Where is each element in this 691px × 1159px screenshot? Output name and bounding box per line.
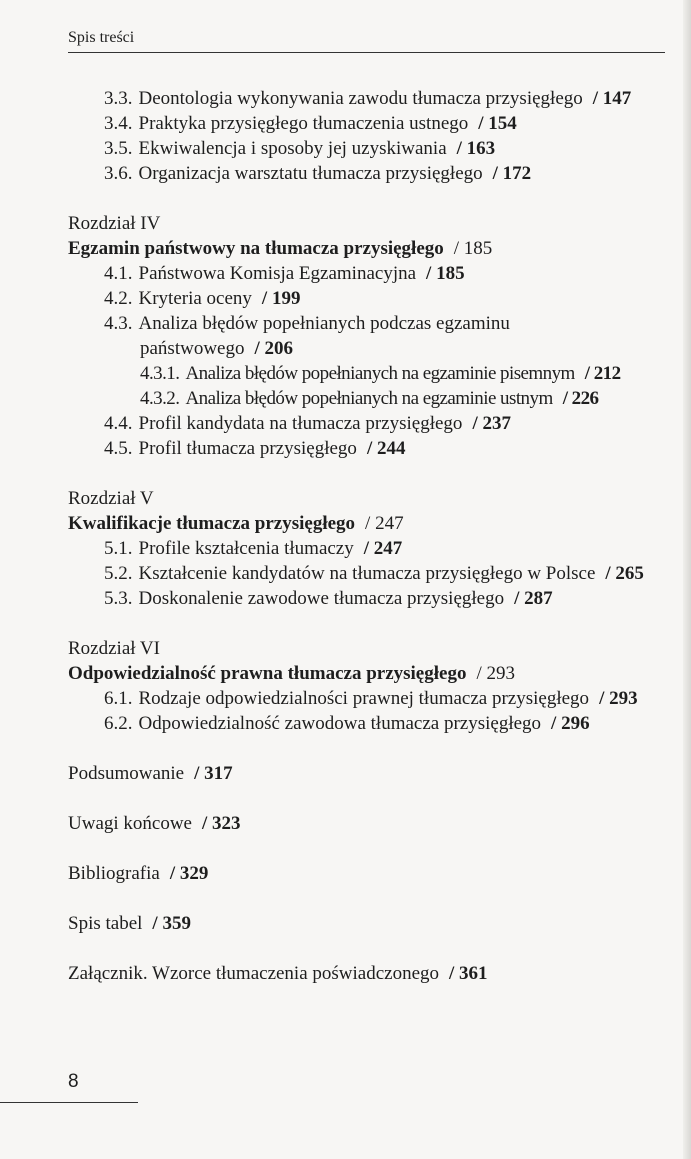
spacer bbox=[68, 936, 688, 961]
toc-entry bbox=[68, 136, 688, 161]
chapter-title-text: Kwalifikacje tłumacza przysięgłego bbox=[68, 513, 356, 534]
entry-title: Analiza błędów popełnianych na egzaminie pisemnym bbox=[185, 363, 575, 384]
page-ref: / 237 bbox=[472, 413, 511, 434]
toc-entry bbox=[68, 286, 688, 311]
table-of-contents bbox=[68, 86, 688, 986]
toc-entry bbox=[68, 386, 688, 411]
page-ref: / 185 bbox=[453, 238, 493, 259]
entry-title: Analiza błędów popełnianych na egzaminie ustnym bbox=[185, 388, 553, 409]
spacer bbox=[68, 186, 688, 211]
page-ref: / 172 bbox=[492, 163, 532, 184]
entry-number: 6.1. bbox=[104, 688, 133, 709]
chapter-label bbox=[68, 211, 688, 236]
chapter-title bbox=[68, 511, 688, 536]
spacer bbox=[68, 836, 688, 861]
toc-entry bbox=[68, 711, 688, 736]
toc-top-entry bbox=[68, 961, 688, 986]
page-ref: / 147 bbox=[592, 88, 632, 109]
chapter-label-text: Rozdział IV bbox=[68, 213, 161, 234]
page-ref: / 212 bbox=[584, 363, 621, 384]
toc-entry bbox=[68, 411, 688, 436]
entry-title: Deontologia wykonywania zawodu tłumacza przysięgłego bbox=[138, 88, 583, 109]
entry-number: 3.6. bbox=[104, 163, 133, 184]
entry-number: 3.4. bbox=[104, 113, 133, 134]
entry-title: Profile kształcenia tłumaczy bbox=[138, 538, 354, 559]
spacer bbox=[68, 786, 688, 811]
entry-title: Odpowiedzialność zawodowa tłumacza przysięgłego bbox=[138, 713, 542, 734]
toc-entry bbox=[68, 436, 688, 461]
page-ref: / 293 bbox=[599, 688, 638, 709]
chapter-title bbox=[68, 236, 688, 261]
entry-title: Załącznik. Wzorce tłumaczenia poświadczonego bbox=[68, 963, 440, 984]
spacer bbox=[68, 461, 688, 486]
entry-title: Analiza błędów popełnianych podczas egzaminu bbox=[138, 313, 510, 334]
toc-entry bbox=[68, 361, 688, 386]
toc-top-entry bbox=[68, 861, 688, 886]
toc-top-entry bbox=[68, 911, 688, 936]
page-ref: / 185 bbox=[426, 263, 465, 284]
spacer bbox=[68, 611, 688, 636]
entry-number: 4.3.1. bbox=[140, 363, 180, 384]
page-ref: / 296 bbox=[551, 713, 590, 734]
page-ref: / 154 bbox=[478, 113, 517, 134]
entry-number: 6.2. bbox=[104, 713, 133, 734]
entry-title: Profil tłumacza przysięgłego bbox=[138, 438, 357, 459]
chapter-label-text: Rozdział V bbox=[68, 488, 154, 509]
chapter-label bbox=[68, 486, 688, 511]
entry-title: Spis tabel bbox=[68, 913, 143, 934]
entry-title: Państwowa Komisja Egzaminacyjna bbox=[138, 263, 417, 284]
entry-title: państwowego bbox=[140, 338, 245, 359]
chapter-title-text: Odpowiedzialność prawna tłumacza przysięgłego bbox=[68, 663, 467, 684]
page-ref: / 206 bbox=[254, 338, 294, 359]
spacer bbox=[68, 736, 688, 761]
entry-number: 3.5. bbox=[104, 138, 133, 159]
toc-entry bbox=[68, 261, 688, 286]
entry-title: Uwagi końcowe bbox=[68, 813, 192, 834]
entry-number: 4.1. bbox=[104, 263, 133, 284]
toc-top-entry bbox=[68, 811, 688, 836]
page-ref: / 293 bbox=[476, 663, 515, 684]
page-ref: / 323 bbox=[202, 813, 241, 834]
entry-title: Organizacja warsztatu tłumacza przysięgłego bbox=[138, 163, 483, 184]
entry-title: Rodzaje odpowiedzialności prawnej tłumacza przysięgłego bbox=[138, 688, 590, 709]
page-ref: / 244 bbox=[366, 438, 406, 459]
toc-entry-continuation bbox=[68, 336, 688, 361]
toc-entry bbox=[68, 686, 688, 711]
page-ref: / 199 bbox=[261, 288, 301, 309]
toc-entry bbox=[68, 536, 688, 561]
entry-number: 4.2. bbox=[104, 288, 133, 309]
entry-number: 5.1. bbox=[104, 538, 133, 559]
page-edge bbox=[683, 0, 691, 1159]
entry-number: 4.5. bbox=[104, 438, 133, 459]
footer-divider bbox=[0, 1102, 138, 1103]
toc-entry bbox=[68, 86, 688, 111]
page-number: 8 bbox=[68, 1071, 79, 1092]
entry-number: 5.3. bbox=[104, 588, 133, 609]
page-ref: / 163 bbox=[456, 138, 496, 159]
entry-title: Kryteria oceny bbox=[138, 288, 252, 309]
entry-number: 4.4. bbox=[104, 413, 133, 434]
page-ref: / 247 bbox=[365, 513, 404, 534]
chapter-label-text: Rozdział VI bbox=[68, 638, 160, 659]
entry-number: 4.3.2. bbox=[140, 388, 180, 409]
toc-top-entry bbox=[68, 761, 688, 786]
toc-entry bbox=[68, 586, 688, 611]
page-ref: / 226 bbox=[562, 388, 599, 409]
page-ref: / 359 bbox=[152, 913, 191, 934]
toc-entry bbox=[68, 561, 688, 586]
entry-title: Bibliografia bbox=[68, 863, 160, 884]
chapter-label bbox=[68, 636, 688, 661]
entry-title: Kształcenie kandydatów na tłumacza przysięgłego w Polsce bbox=[138, 563, 596, 584]
page-ref: / 317 bbox=[194, 763, 233, 784]
toc-entry bbox=[68, 311, 688, 336]
chapter-title bbox=[68, 661, 688, 686]
running-header: Spis treści bbox=[68, 29, 135, 46]
page-ref: / 265 bbox=[605, 563, 644, 584]
entry-title: Doskonalenie zawodowe tłumacza przysięgłego bbox=[138, 588, 505, 609]
entry-title: Podsumowanie bbox=[68, 763, 185, 784]
entry-number: 3.3. bbox=[104, 88, 133, 109]
page-ref: / 287 bbox=[514, 588, 553, 609]
header-divider bbox=[68, 52, 665, 53]
spacer bbox=[68, 886, 688, 911]
entry-title: Ekwiwalencja i sposoby jej uzyskiwania bbox=[138, 138, 447, 159]
page-ref: / 247 bbox=[363, 538, 403, 559]
entry-title: Profil kandydata na tłumacza przysięgłego bbox=[138, 413, 463, 434]
entry-number: 5.2. bbox=[104, 563, 133, 584]
toc-entry bbox=[68, 111, 688, 136]
toc-entry bbox=[68, 161, 688, 186]
entry-title: Praktyka przysięgłego tłumaczenia ustnego bbox=[138, 113, 469, 134]
entry-number: 4.3. bbox=[104, 313, 133, 334]
page-ref: / 361 bbox=[449, 963, 488, 984]
page-ref: / 329 bbox=[169, 863, 209, 884]
chapter-title-text: Egzamin państwowy na tłumacza przysięgłego bbox=[68, 238, 444, 259]
